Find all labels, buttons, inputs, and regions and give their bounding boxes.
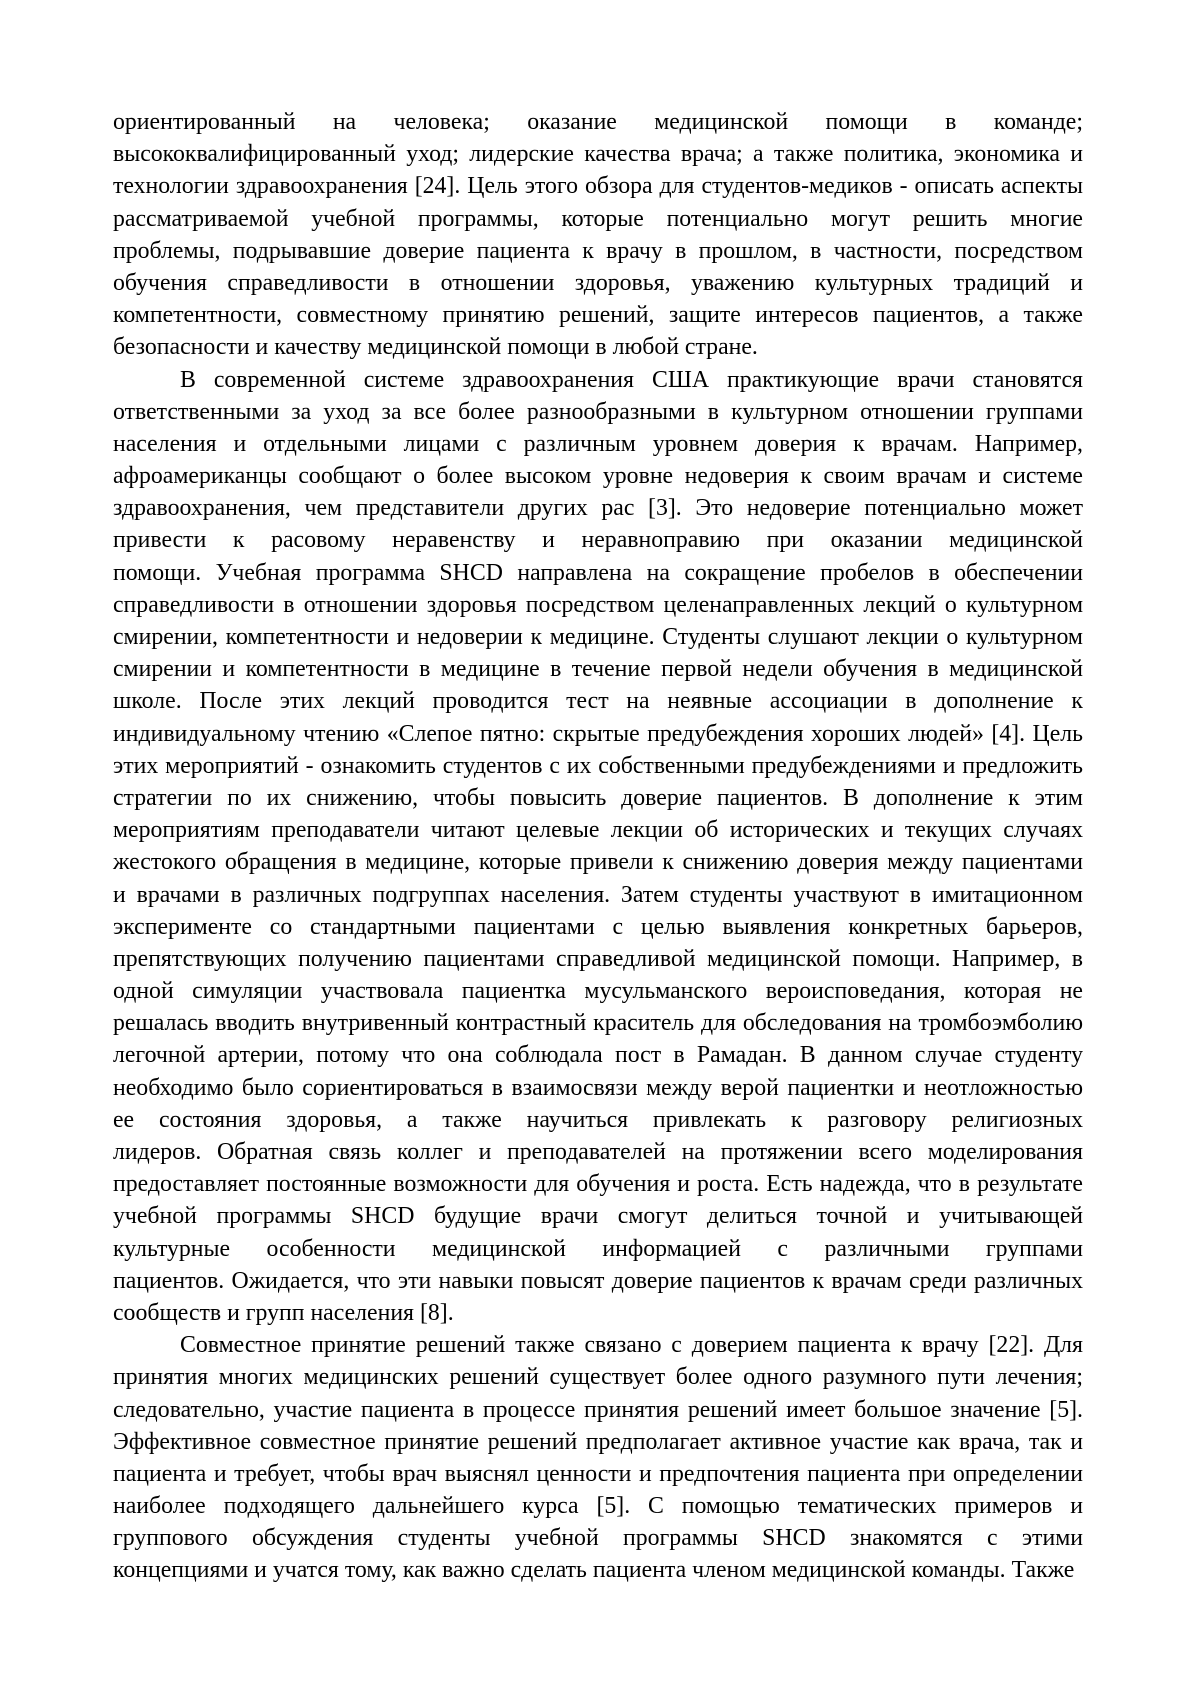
text-line: обучения справедливости в отношении здоровья, уважению культурных традиций и xyxy=(113,269,1083,296)
text-line: следовательно, участие пациента в процессе принятия решений имеет большое значение [5]. xyxy=(113,1396,1083,1423)
text-line: ориентированный на человека; оказание медицинской помощи в команде; xyxy=(113,109,1083,135)
text-line: принятия многих медицинских решений существует более одного разумного пути лечения; xyxy=(113,1364,1083,1391)
text-line: компетентности, совместному принятию решений, защите интересов пациентов, а также xyxy=(113,302,1083,329)
text-line: мероприятиям преподаватели читают целевые лекции об исторических и текущих случаях xyxy=(113,817,1083,844)
text-line: смирении, компетентности и недоверии к медицине. Студенты слушают лекции о культурном xyxy=(113,624,1083,650)
text-line: жестокого обращения в медицине, которые привели к снижению доверия между пациентами xyxy=(113,849,1083,876)
text-line: пациента и требует, чтобы врач выяснял ценности и предпочтения пациента при определении xyxy=(113,1460,1083,1487)
paragraph xyxy=(113,364,1083,1330)
text-line: справедливости в отношении здоровья посредством целенаправленных лекций о культурном xyxy=(113,591,1083,618)
text-line: здравоохранения, чем представители других рас [3]. Это недоверие потенциально может xyxy=(113,495,1083,522)
text-line: безопасности и качеству медицинской помощи в любой стране. xyxy=(113,334,758,361)
text-line: предоставляет постоянные возможности для обучения и роста. Есть надежда, что в результате xyxy=(113,1171,1083,1198)
text-line: решалась вводить внутривенный контрастный краситель для обследования на тромбоэмболию xyxy=(113,1010,1083,1037)
text-line: школе. После этих лекций проводится тест на неявные ассоциации в дополнение к xyxy=(113,688,1083,715)
text-line: высококвалифицированный уход; лидерские качества врача; а также политика, экономика и xyxy=(113,141,1083,168)
text-line: Эффективное совместное принятие решений предполагает активное участие как врача, так и xyxy=(113,1428,1083,1455)
document-text xyxy=(113,106,1083,1587)
text-line: сообществ и групп населения [8]. xyxy=(113,1299,454,1326)
text-line: стратегии по их снижению, чтобы повысить доверие пациентов. В дополнение к этим xyxy=(113,784,1083,811)
text-line: эксперименте со стандартными пациентами с целью выявления конкретных барьеров, xyxy=(113,913,1083,940)
text-line: технологии здравоохранения [24]. Цель этого обзора для студентов-медиков - описать аспекты xyxy=(113,173,1083,200)
text-line: наиболее подходящего дальнейшего курса [5]. С помощью тематических примеров и xyxy=(113,1493,1083,1520)
text-line: населения и отдельными лицами с различным уровнем доверия к врачам. Например, xyxy=(113,430,1083,457)
text-line: концепциями и учатся тому, как важно сделать пациента членом медицинской команды. Также xyxy=(113,1557,1075,1584)
text-line: рассматриваемой учебной программы, которые потенциально могут решить многие xyxy=(113,205,1083,232)
text-line: ответственными за уход за все более разнообразными в культурном отношении группами xyxy=(113,398,1083,425)
text-line: помощи. Учебная программа SHCD направлена на сокращение пробелов в обеспечении xyxy=(113,559,1083,586)
text-line: Совместное принятие решений также связано с доверием пациента к врачу [22]. Для xyxy=(180,1332,1083,1359)
text-line: учебной программы SHCD будущие врачи смогут делиться точной и учитывающей xyxy=(113,1203,1083,1230)
text-line: лидеров. Обратная связь коллег и преподавателей на протяжении всего моделирования xyxy=(113,1139,1083,1165)
text-line: группового обсуждения студенты учебной программы SHCD знакомятся с этими xyxy=(113,1525,1083,1552)
text-line: этих мероприятий - ознакомить студентов с их собственными предубеждениями и предложить xyxy=(113,752,1083,779)
paragraph xyxy=(113,1329,1083,1587)
text-line: препятствующих получению пациентами справедливой медицинской помощи. Например, в xyxy=(113,945,1083,972)
text-line: афроамериканцы сообщают о более высоком уровне недоверия к своим врачам и системе xyxy=(113,463,1083,490)
text-line: смирении и компетентности в медицине в течение первой недели обучения в медицинской xyxy=(113,656,1083,683)
text-line: легочной артерии, потому что она соблюдала пост в Рамадан. В данном случае студенту xyxy=(113,1042,1083,1069)
text-line: необходимо было сориентироваться в взаимосвязи между верой пациентки и неотложностью xyxy=(113,1074,1083,1101)
text-line: и врачами в различных подгруппах населения. Затем студенты участвуют в имитационном xyxy=(113,881,1083,908)
text-line: ее состояния здоровья, а также научиться привлекать к разговору религиозных xyxy=(113,1106,1083,1133)
text-line: привести к расовому неравенству и неравноправию при оказании медицинской xyxy=(113,527,1083,554)
text-line: индивидуальному чтению «Слепое пятно: скрытые предубеждения хороших людей» [4]. Цель xyxy=(113,720,1083,747)
text-line: В современной системе здравоохранения США практикующие врачи становятся xyxy=(180,366,1083,393)
text-line: одной симуляции участвовала пациентка мусульманского вероисповедания, которая не xyxy=(113,978,1083,1005)
text-line: пациентов. Ожидается, что эти навыки повысят доверие пациентов к врачам среди различных xyxy=(113,1267,1083,1294)
paragraph xyxy=(113,106,1083,364)
text-line: проблемы, подрывавшие доверие пациента к врачу в прошлом, в частности, посредством xyxy=(113,237,1083,264)
text-line: культурные особенности медицинской информацией с различными группами xyxy=(113,1235,1083,1262)
